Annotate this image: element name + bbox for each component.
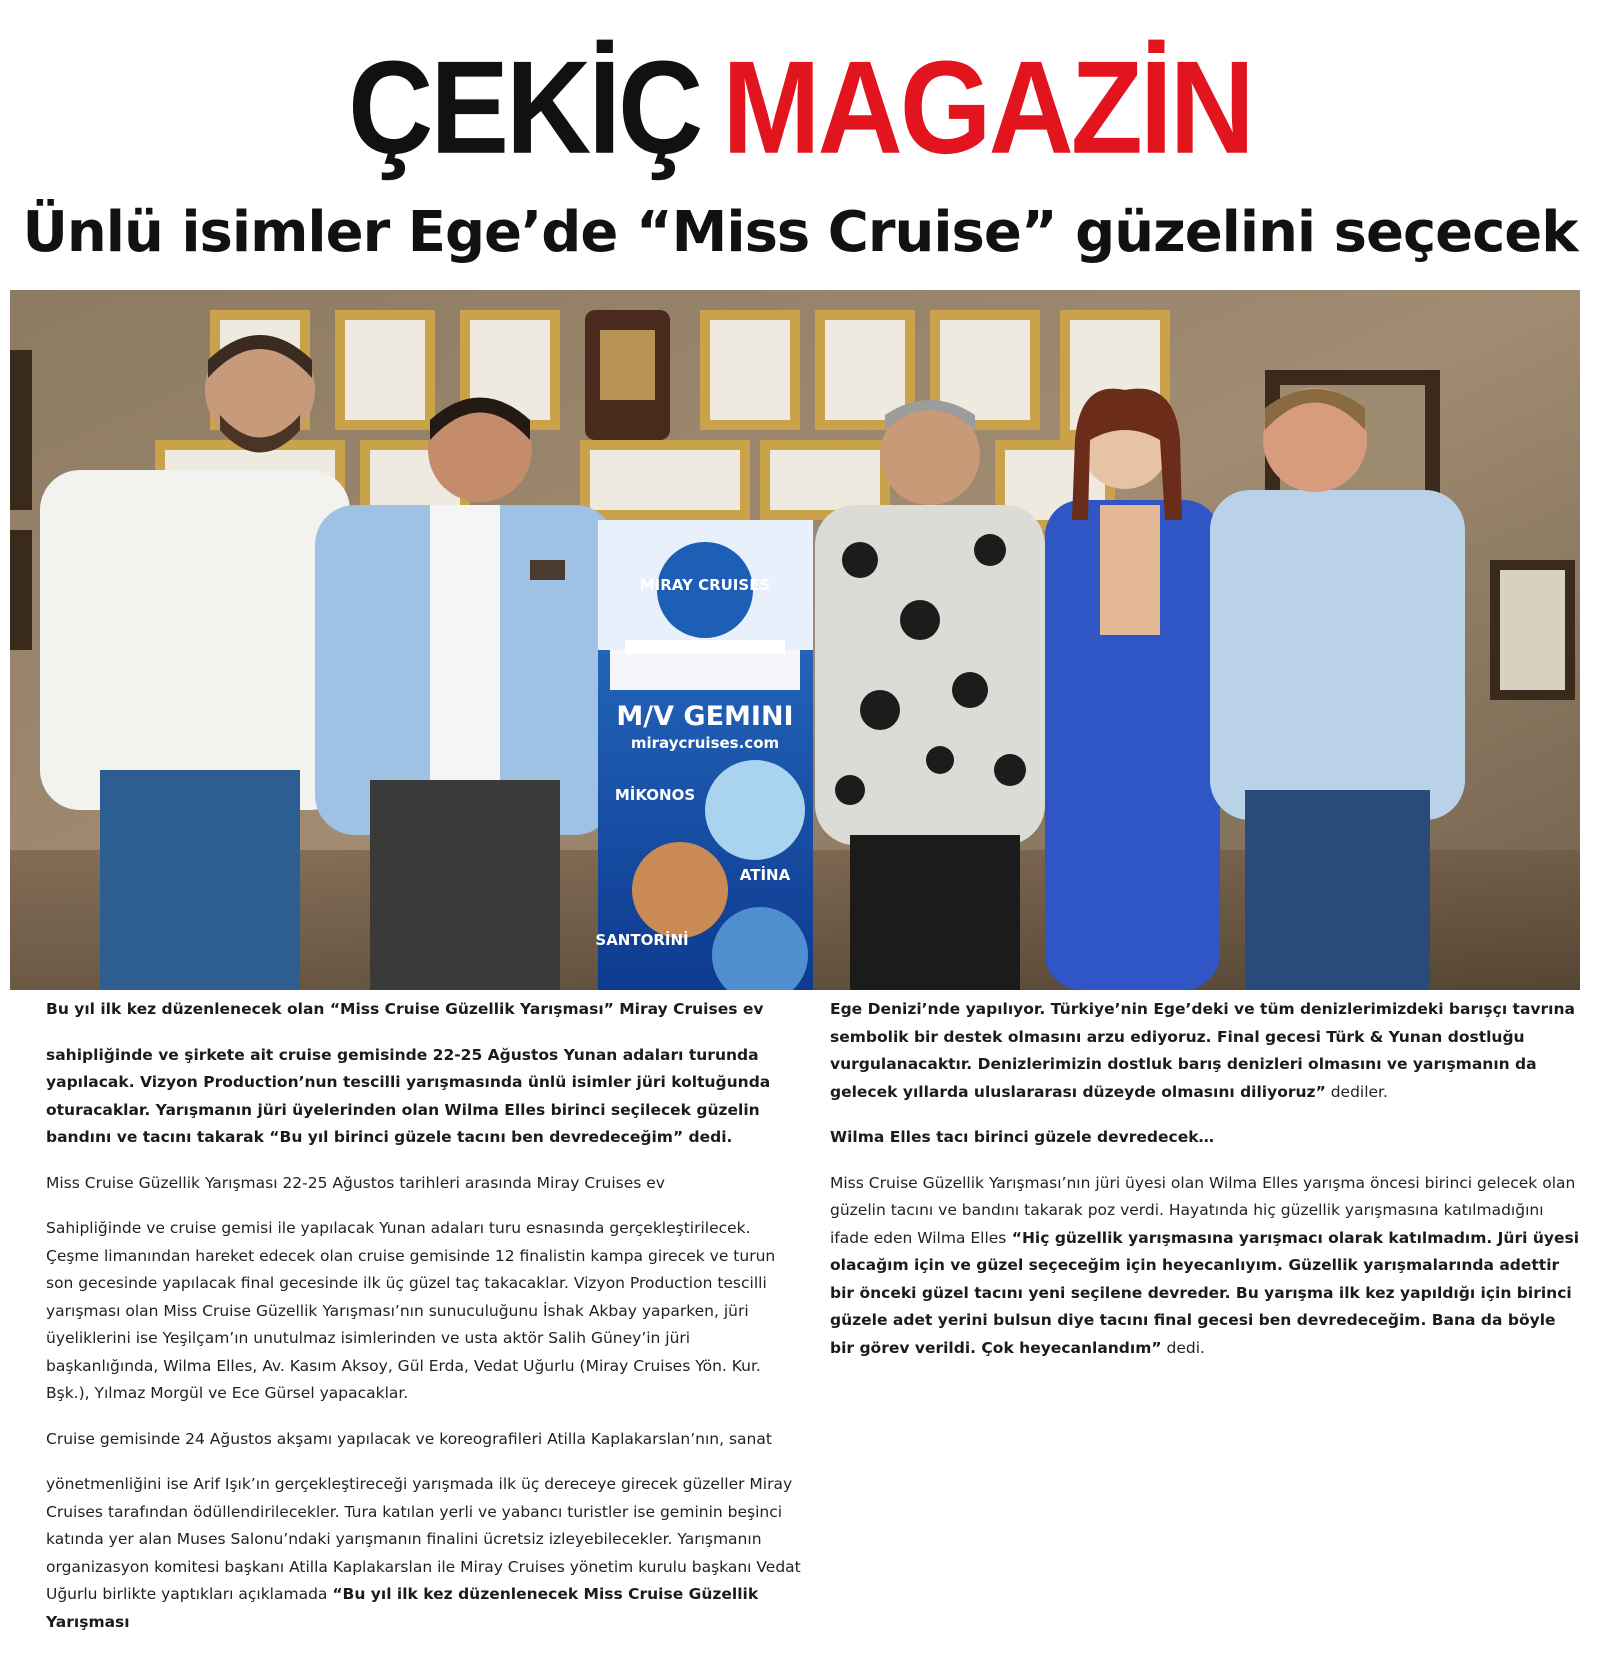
article-column-left bbox=[46, 996, 806, 1654]
paragraph-event: Cruise gemisinde 24 Ağustos akşamı yapılacak ve koreografileri Atilla Kaplakarslan’nın, sanat bbox=[46, 1429, 772, 1448]
article-column-right bbox=[830, 996, 1582, 1380]
paragraph-quote: Ege Denizi’nde yapılıyor. Türkiye’nin Ege’deki ve tüm denizlerimizdeki barışçı tavrına sembolik bir destek olmasını arzu ediyoruz. Final gecesi Türk & Yunan dostluğu vurgulanacaktır. Denizlerimizin dostluk barış denizleri olmasını ve yarışmanın da gelecek yıllarda uluslararası düzeyde olmasını diliyoruz” dediler. bbox=[830, 1000, 1575, 1101]
article-photo bbox=[10, 290, 1580, 990]
miray-cruises-banner bbox=[595, 520, 813, 990]
banner-website: miraycruises.com bbox=[630, 734, 780, 752]
banner-city-santorini: SANTORİNİ bbox=[595, 931, 689, 949]
paragraph-dates: Miss Cruise Güzellik Yarışması 22-25 Ağustos tarihleri arasında Miray Cruises ev bbox=[46, 1173, 665, 1192]
banner-city-mikonos: MİKONOS bbox=[614, 786, 696, 804]
paragraph-statement: yönetmenliğini ise Arif Işık’ın gerçekleştireceği yarışmada ilk üç dereceye girecek güzeller Miray Cruises tarafından ödüllendirilecekler. Tura katılan yerli ve yabancı turistler ise geminin beşinci katında yer alan Muses Salonu’ndaki yarışmanın finalini ücretsiz izleyebilecekler. Yarışmanın organizasyon komitesi başkanı Atilla Kaplakarslan ile Miray Cruises yönetim kurulu başkanı Vedat Uğurlu birlikte yaptıkları açıklamada “Bu yıl ilk kez düzenlenecek Miss Cruise Güzellik Yarışması bbox=[46, 1475, 801, 1631]
banner-ship-name: M/V GEMINI bbox=[616, 701, 794, 732]
paragraph-details: Sahipliğinde ve cruise gemisi ile yapılacak Yunan adaları turu esnasında gerçekleştirilecek. Çeşme limanından hareket edecek olan cruise gemisinde 12 finalistin kampa girecek ve turun son gecesinde yapılacak final gecesinde ilk üç güzel taç takacaklar. Vizyon Production tescilli yarışması olan Miss Cruise Güzellik Yarışması’nın sunuculuğunu İshak Akbay yaparken, jüri üyeliklerini ise Yeşilçam’ın unutulmaz isimlerinden ve usta aktör Salih Güney’in jüri başkanlığında, Wilma Elles, Av. Kasım Aksoy, Gül Erda, Vedat Uğurlu (Miray Cruises Yön. Kur. Bşk.), Yılmaz Morgül ve Ece Gürsel yapacaklar. bbox=[46, 1219, 776, 1402]
banner-logo-text: MIRAY CRUISES bbox=[639, 576, 771, 594]
masthead-logo bbox=[0, 34, 1600, 182]
banner-city-atina: ATİNA bbox=[739, 866, 791, 884]
paragraph-wilma: Miss Cruise Güzellik Yarışması’nın jüri üyesi olan Wilma Elles yarışma öncesi birinci gelecek olan güzelin tacını ve bandını takarak poz verdi. Hayatında hiç güzellik yarışmasına katılmadığını ifade eden Wilma Elles “Hiç güzellik yarışmasına yarışmacı olarak katılmadım. Jüri üyesi olacağım için ve güzel seçeceğim için heyecanlıyım. Güzellik yarışmalarında adettir bir önceki güzel tacını yeni seçilene devreder. Bu yarışma ilk kez yapıldığı için birinci güzele adet yerini bulsun diye tacını final gecesi ben devredeceğim. Bana da böyle bir görev verildi. Çok heyecanlandım” dedi. bbox=[830, 1173, 1580, 1357]
masthead-word-cekic: ÇEKİÇ bbox=[348, 34, 701, 182]
article-headline: Ünlü isimler Ege’de “Miss Cruise” güzelini seçecek bbox=[22, 200, 1578, 265]
paragraph-intro: Bu yıl ilk kez düzenlenecek olan “Miss Cruise Güzellik Yarışması” Miray Cruises ev bbox=[46, 1000, 764, 1018]
masthead-word-magazin: MAGAZİN bbox=[722, 34, 1252, 182]
paragraph-lead: sahipliğinde ve şirkete ait cruise gemisinde 22-25 Ağustos Yunan adaları turunda yapılacak. Vizyon Production’nun tescilli yarışmasında ünlü isimler jüri koltuğunda oturacaklar. Yarışmanın jüri üyelerinden olan Wilma Elles birinci seçilecek güzelin bandını ve tacını takarak “Bu yıl birinci güzele tacını ben devredeceğim” dedi. bbox=[46, 1045, 771, 1146]
article-subheading: Wilma Elles tacı birinci güzele devredecek… bbox=[830, 1128, 1215, 1146]
